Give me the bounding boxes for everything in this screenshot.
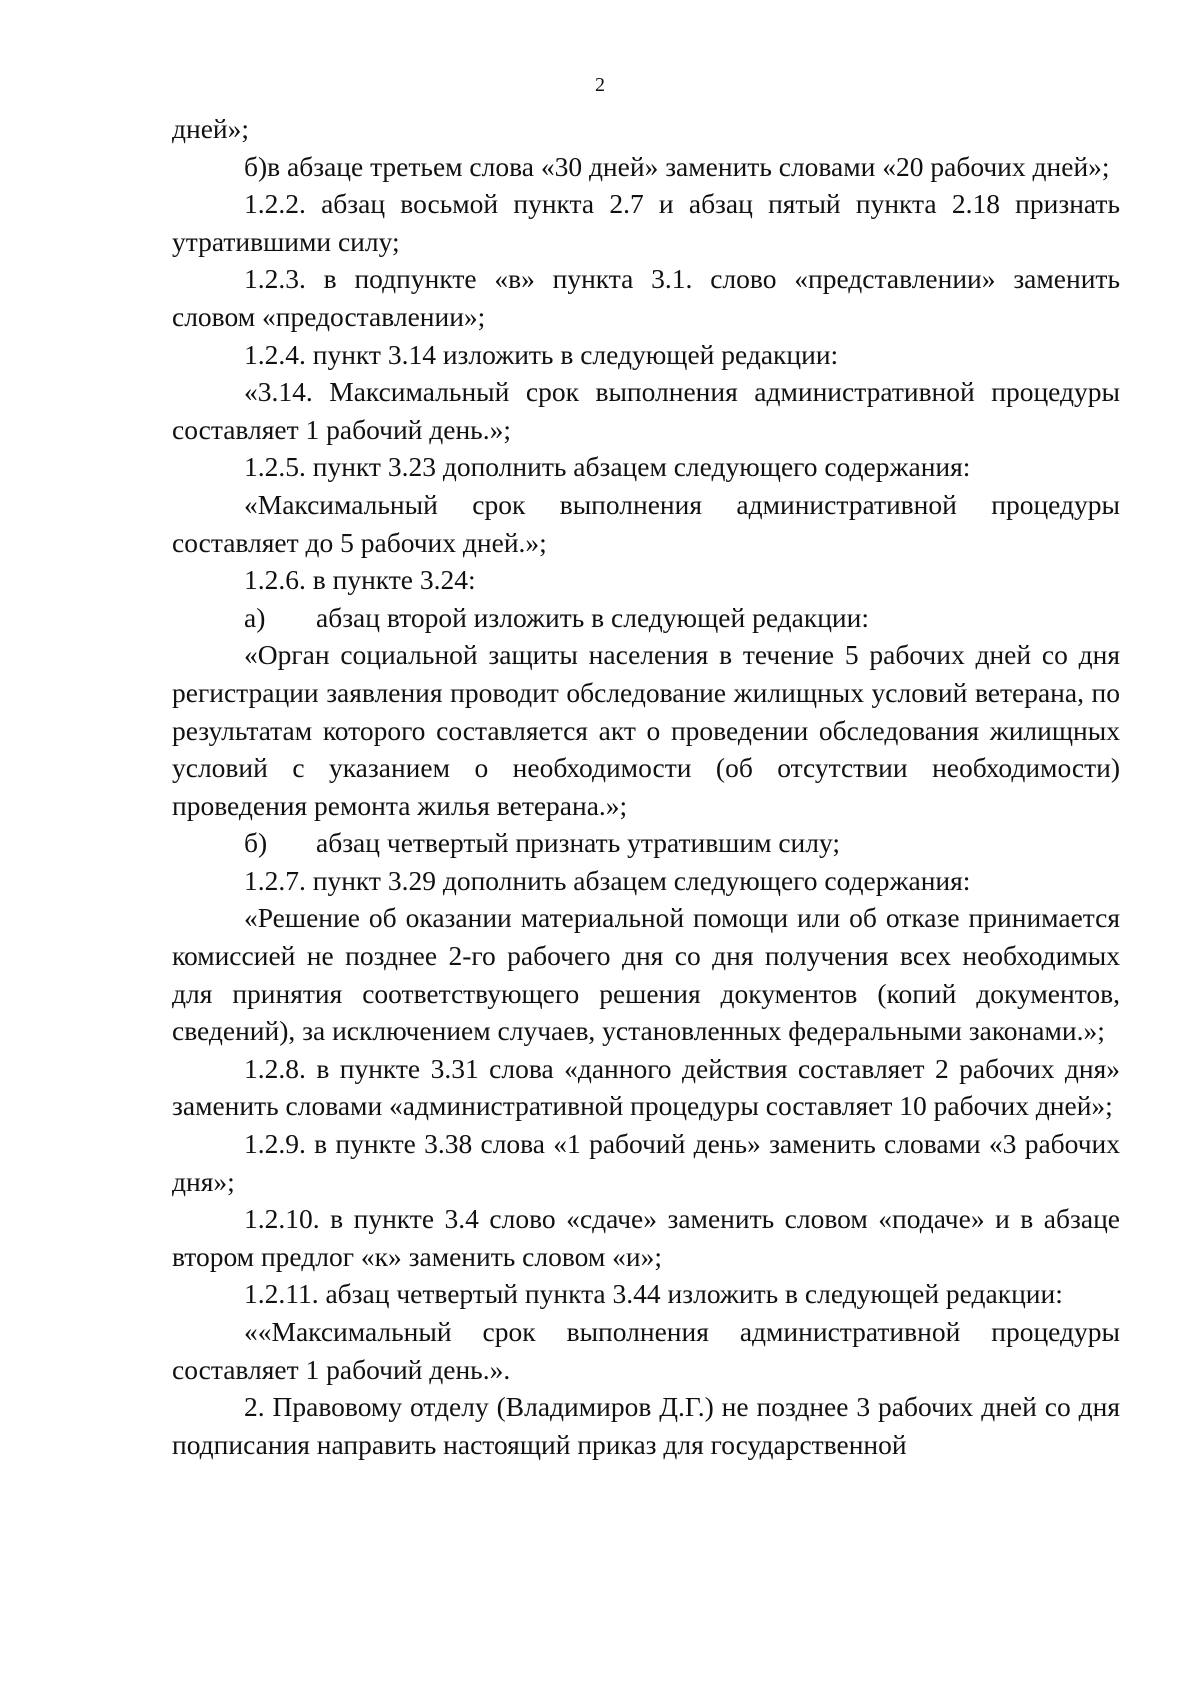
list-item-text: абзац четвертый признать утратившим силу; [316,827,841,859]
list-item-text: в абзаце третьем слова «30 дней» заменить словами «20 рабочих дней»; [267,150,1110,182]
paragraph: «Решение об оказании материальной помощи или об отказе принимается комиссией не позднее 2-го рабочего дня со дня получения всех необходимых для принятия соответствующего решения документов (копий документов, сведений), за исключением случаев, установленных федеральными законами.»; [172,902,1120,1047]
paragraph: 1.2.10. в пункте 3.4 слово «сдаче» заменить словом «подаче» и в абзаце втором предлог «к» заменить словом «и»; [172,1203,1120,1272]
document-body [172,110,1120,1463]
list-item-b-paragraph [172,148,1120,186]
paragraph: «Орган социальной защиты населения в течение 5 рабочих дней со дня регистрации заявления проводит обследование жилищных условий ветерана, по результатам которого составляется акт о проведении обследования жилищных условий с указанием о необходимости (об отсутствии необходимости) проведения ремонта жилья ветерана.»; [172,639,1120,821]
list-item-a-paragraph [172,599,1120,637]
paragraph: 1.2.6. в пункте 3.24: [244,564,476,596]
paragraph: 1.2.5. пункт 3.23 дополнить абзацем следующего содержания: [244,451,971,483]
list-item-b-paragraph [172,824,1120,862]
paragraph: дней»; [172,113,250,144]
paragraph: ««Максимальный срок выполнения административной процедуры составляет 1 рабочий день.». [172,1316,1120,1385]
paragraph: «Максимальный срок выполнения административной процедуры составляет до 5 рабочих дней.»; [172,488,1120,558]
paragraph: 1.2.3. в подпункте «в» пункта 3.1. слово «представлении» заменить словом «предоставлении»; [172,263,1120,332]
paragraph: 1.2.11. абзац четвертый пункта 3.44 изложить в следующей редакции: [244,1278,1063,1310]
page-number: 2 [595,74,605,96]
list-marker: б) [244,827,268,859]
paragraph: 1.2.8. в пункте 3.31 слова «данного действия составляет 2 рабочих дня» заменить словами «административной процедуры составляет 10 рабочих дней»; [172,1052,1120,1122]
paragraph: «3.14. Максимальный срок выполнения административной процедуры составляет 1 рабочий день.»; [172,376,1120,445]
list-marker: б) [244,150,268,182]
paragraph: 1.2.7. пункт 3.29 дополнить абзацем следующего содержания: [244,864,971,896]
paragraph: 1.2.9. в пункте 3.38 слова «1 рабочий день» заменить словами «3 рабочих дня»; [172,1128,1120,1197]
paragraph: 1.2.4. пункт 3.14 изложить в следующей редакции: [244,338,839,370]
list-item-text: абзац второй изложить в следующей редакции: [316,601,870,633]
list-marker: а) [244,601,266,633]
paragraph: 1.2.2. абзац восьмой пункта 2.7 и абзац пятый пункта 2.18 признать утратившими силу; [172,188,1120,257]
paragraph: 2. Правовому отделу (Владимиров Д.Г.) не позднее 3 рабочих дней со дня подписания направить настоящий приказ для государственной [172,1391,1120,1460]
